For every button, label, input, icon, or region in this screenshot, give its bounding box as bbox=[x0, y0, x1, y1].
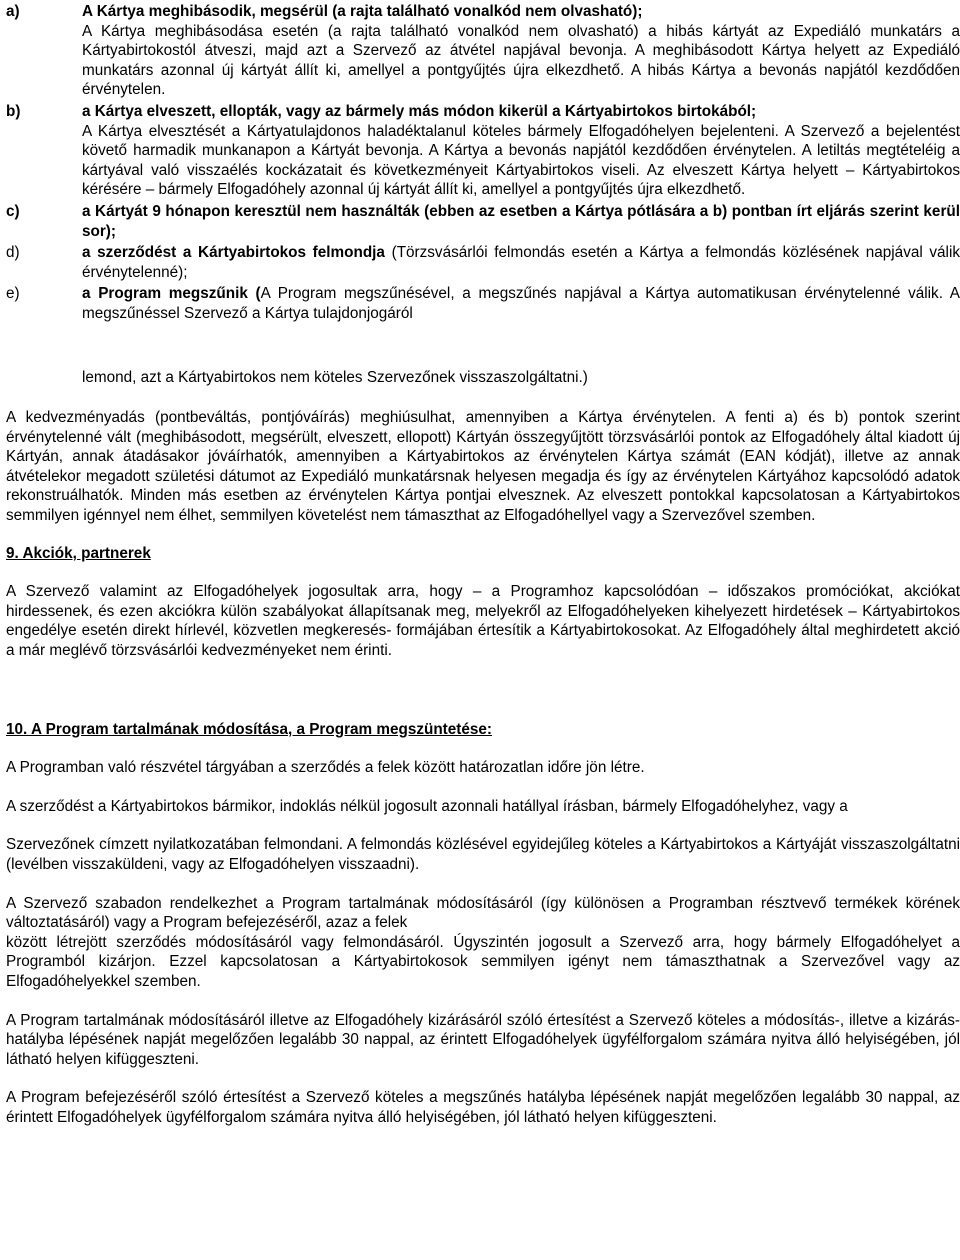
list-item-body: (Törzsvásárlói felmondás esetén a Kártya a felmondás közlésének napjával válik érvénytelenné); bbox=[82, 244, 960, 281]
list-item-title: a Program megszűnik ( bbox=[82, 285, 261, 303]
list-item-e bbox=[6, 284, 960, 323]
list-marker: e) bbox=[6, 285, 20, 303]
paragraph: A Programban való részvétel tárgyában a szerződés a felek között határozatlan időre jön létre. bbox=[6, 759, 645, 777]
list-marker: b) bbox=[6, 102, 21, 120]
paragraph: A Szervező szabadon rendelkezhet a Program tartalmának módosításáról (így különösen a Programban résztvevő termékek körének változtatásáról) vagy a Program befejezéséről, azaz a felek bbox=[6, 894, 960, 932]
list-item-a bbox=[6, 2, 960, 100]
list-item-content bbox=[82, 284, 960, 323]
list-item-b bbox=[6, 102, 960, 200]
list-item-content bbox=[82, 243, 960, 282]
list-item-content bbox=[82, 2, 960, 100]
list-marker: d) bbox=[6, 244, 20, 262]
item-e-continuation: lemond, azt a Kártyabirtokos nem köteles Szervezőnek visszaszolgáltatni.) bbox=[82, 368, 588, 386]
paragraph: A kedvezményadás (pontbeváltás, pontjóváírás) meghiúsulhat, amennyiben a Kártya érvénytelen. A fenti a) és b) pontok szerint érvénytelenné vált (meghibásodott, megsérült, elveszett, ellopott) Kártyán összegyűjtött törzsvásárlói pontok az Elfogadóhely által kiadott új Kártyán, annak átadásakor jóváírhatók, amennyiben a Kártyabirtokos az érvénytelen Kártya számát (EAN kódját), illetve az annak átvételekor megadott születési dátumot az Expediáló munkatársnak helyesen megadja és így az érvénytelen Kártyához kapcsolódó adatok rekonstruálhatók. Minden más esetben az érvénytelen Kártya pontjai elvesznek. Az elveszett pontokkal kapcsolatosan a Kártyabirtokos semmilyen igénnyel nem élhet, semmilyen követelést nem támaszthat az Elfogadóhellyel vagy a Szervezővel szemben. bbox=[6, 409, 960, 525]
list-marker: c) bbox=[6, 202, 20, 220]
list-item-d bbox=[6, 243, 960, 282]
list-item-content bbox=[82, 202, 960, 241]
list-marker: a) bbox=[6, 3, 20, 20]
list-item-title: a Kártyát 9 hónapon keresztül nem használták (ebben az esetben a Kártya pótlására a b) pontban írt eljárás szerint kerül sor); bbox=[82, 202, 960, 240]
paragraph: Szervezőnek címzett nyilatkozatában felmondani. A felmondás közlésével egyidejűleg köteles a Kártyabirtokos a Kártyáját visszaszolgáltatni (levélben visszaküldeni, vagy az Elfogadóhelyen visszaadni). bbox=[6, 836, 960, 873]
paragraph: A szerződést a Kártyabirtokos bármikor, indoklás nélkül jogosult azonnali hatállyal írásban, bármely Elfogadóhelyhez, vagy a bbox=[6, 797, 848, 815]
list-item-c bbox=[6, 202, 960, 241]
document-page bbox=[6, 2, 960, 1128]
list-item-title: a szerződést a Kártyabirtokos felmondja bbox=[82, 244, 385, 262]
paragraph: között létrejött szerződés módosításáról vagy felmondásáról. Úgyszintén jogosult a Szervező arra, hogy bármely Elfogadóhelyet a Programból kizárjon. Ezzel kapcsolatosan a Kártyabirtokosok semmilyen igényt nem támaszthatnak a Szervezővel vagy az Elfogadóhelyekkel szemben. bbox=[6, 933, 960, 990]
list-item-content bbox=[82, 102, 960, 200]
section-heading-9: 9. Akciók, partnerek bbox=[6, 544, 151, 562]
list-item-body: A Program megszűnésével, a megszűnés napjával a Kártya automatikusan érvénytelenné válik. A megszűnéssel Szervező a Kártya tulajdonjogáról bbox=[82, 285, 960, 322]
list-item-body: A Kártya elvesztését a Kártyatulajdonos haladéktalanul köteles bármely Elfogadóhelyen bejelenteni. A Szervező a bejelentést követő harmadik munkanapon a Kártyát bevonja. A Kártya a bevonás napjától kezdődően érvénytelen. A letiltás megtételéig a kártyával való visszaélés kockázatait és következményeit Kártyabirtokos viseli. Az elveszett Kártya helyett – Kártyabirtokos kérésére – bármely Elfogadóhely azonnal új kártyát állít ki, amellyel a pontgyűjtés újra elkezdhető. bbox=[82, 122, 960, 199]
paragraph: A Szervező valamint az Elfogadóhelyek jogosultak arra, hogy – a Programhoz kapcsolódóan – időszakos promóciókat, akciókat hirdessenek, és ezen akciókra külön szabályokat állapítsanak meg, melyekről az Elfogadóhelyeken kihelyezett hirdetések – Kártyabirtokos engedélye esetén direkt hírlevél, közvetlen megkeresés- formájában értesítik a Kártyabirtokosokat. Az Elfogadóhely által meghirdetett akció a már meglévő törzsvásárlói kedvezményeket nem érinti. bbox=[6, 583, 960, 660]
section-heading-10: 10. A Program tartalmának módosítása, a Program megszüntetése: bbox=[6, 720, 492, 738]
list-item-body: A Kártya meghibásodása esetén (a rajta található vonalkód nem olvasható) a hibás kártyát az Expediáló munkatárs a Kártyabirtokostól átveszi, majd azt a Szervező az átvétel napjával bevonja. A meghibásodott Kártya helyett az Expediáló munkatárs azonnal új kártyát állít ki, amellyel a pontgyűjtés újra elkezdhető. A hibás Kártya a bevonás napjától kezdődően érvénytelen. bbox=[82, 22, 960, 99]
paragraph: A Program tartalmának módosításáról illetve az Elfogadóhely kizárásáról szóló értesítést a Szervező köteles a módosítás-, illetve a kizárás- hatályba lépésének napját megelőzően legalább 30 nappal, az érintett Elfogadóhelyek ügyfélforgalom számára nyitva álló helyiségében, jól látható helyen kifüggeszteni. bbox=[6, 1011, 960, 1068]
paragraph: A Program befejezéséről szóló értesítést a Szervező köteles a megszűnés hatályba lépésének napját megelőzően legalább 30 nappal, az érintett Elfogadóhelyek ügyfélforgalom számára nyitva álló helyiségében, jól látható helyen kifüggeszteni. bbox=[6, 1089, 960, 1126]
list-item-title: a Kártya elveszett, ellopták, vagy az bármely más módon kikerül a Kártyabirtokos birtokából; bbox=[82, 102, 757, 120]
list-item-title: A Kártya meghibásodik, megsérül (a rajta található vonalkód nem olvasható); bbox=[82, 3, 643, 20]
